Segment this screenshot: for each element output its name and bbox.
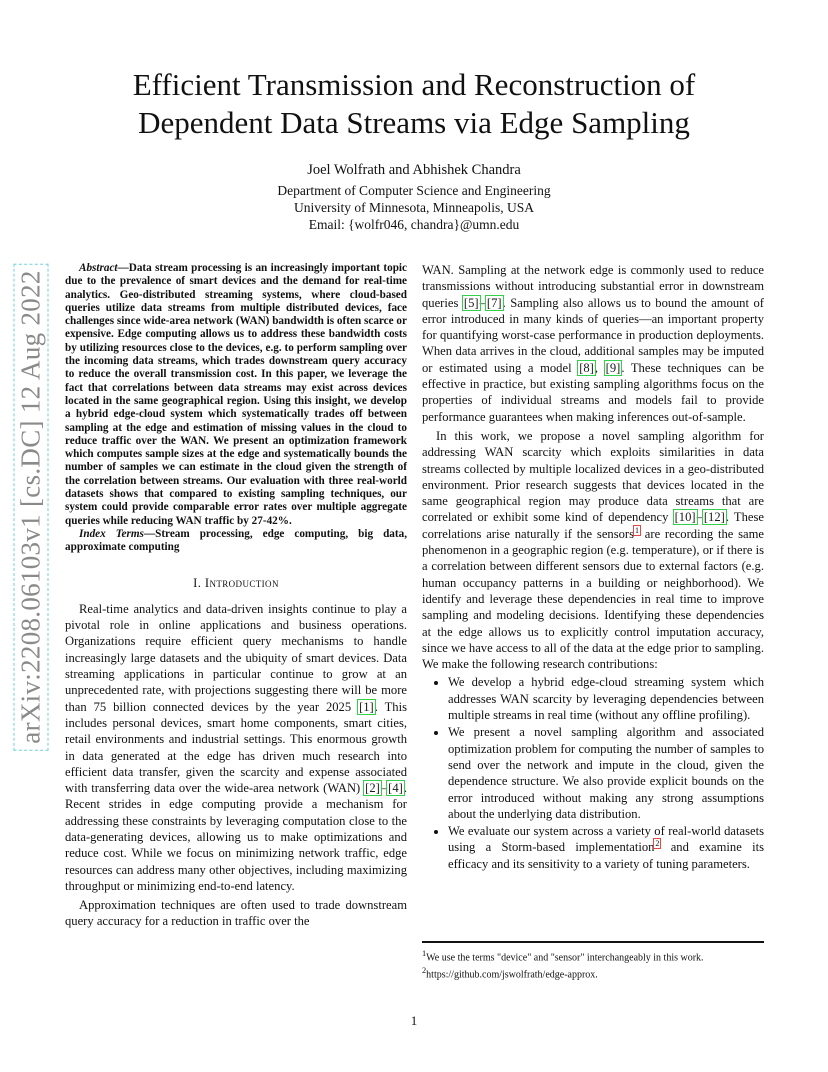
author-block — [120, 162, 708, 233]
bullet-3-text-a: We evaluate our system across a variety of real-world datasets using a Storm-based implementation — [448, 824, 764, 855]
page-number: 1 — [410, 1013, 418, 1028]
author-names: Joel Wolfrath and Abhishek Chandra — [307, 162, 521, 178]
citation-link-4[interactable]: [4] — [388, 781, 403, 796]
citation-dash: – — [479, 295, 486, 310]
footnote-1-text: We use the terms "device" and "sensor" interchangeably in this work. — [426, 952, 704, 964]
footnote-link-2[interactable]: 2 — [655, 839, 660, 849]
section-name: Introduction — [204, 575, 279, 590]
right-text-2a: In this work, we propose a novel sampling algorithm for addressing WAN scarcity which exploits similarities in data streams collected by multiple localized devices in a geo-distributed environment. Prior research suggests that devices located in the same geographical region may produce data streams that are correlated or exhibit some kind of dependency — [422, 428, 764, 525]
citation-link-8[interactable]: [8] — [579, 360, 594, 375]
right-text-1b: . Sampling also allows us to bound the amount of error introduced in many kinds of queries—an important property for quantifying worst-case performance in production deployments. When data arrives in the cloud, additional samples may be imputed or estimated using a model — [422, 295, 764, 375]
right-column — [422, 262, 764, 873]
abstract — [65, 262, 407, 555]
citation-link-1[interactable]: [1] — [359, 699, 374, 714]
bullet-3-text-b: and examine its efficacy and its sensitivity to a variety of tuning parameters. — [448, 840, 764, 871]
right-paragraph-2 — [422, 428, 764, 672]
section-heading-introduction — [65, 575, 407, 591]
citation-dash: – — [380, 781, 388, 796]
citation-link-5[interactable]: [5] — [463, 295, 479, 310]
intro-paragraph-1 — [65, 601, 407, 894]
title-line-1: Efficient Transmission and Reconstruction of — [132, 67, 696, 102]
abstract-label: Abstract — [79, 262, 118, 274]
abstract-text: —Data stream processing is an increasingly important topic due to the prevalence of smart devices and the demand for real-time analytics. Geo-distributed streaming systems, where cloud-based queries utilize data streams from multiple distributed devices, face challenges since wide-area network (WAN) bandwidth is often scarce or expensive. Edge computing allows us to address these bandwidth costs by utilizing resources close to the devices, e.g. to perform sampling over the incoming data streams, which trades downstream query accuracy to reduce the overall transmission cost. In this paper, we leverage the fact that correlations between data streams may exist across devices located in the same geographical region. Using this insight, we develop a hybrid edge-cloud system which systematically trades off between sampling at the edge and estimation of missing values in the cloud to reduce traffic over the WAN. We present an optimization framework which computes sample sizes at the edge and systematically bounds the number of samples we can estimate in the cloud given the strength of the correlation between streams. Our evaluation with three real-world datasets shows that compared to existing sampling techniques, our system could provide comparable error rates over multiple aggregate queries while reducing WAN traffic by 27-42%. — [65, 262, 407, 527]
citation-link-10[interactable]: [10] — [674, 510, 696, 525]
right-text-1a: WAN. Sampling at the network edge is commonly used to reduce transmissions without introducing substantial error in downstream queries — [422, 263, 764, 310]
right-text-2b: . These correlations arise naturally if the sensors — [422, 510, 765, 541]
footnote-2-url[interactable]: https://github.com/jswolfrath/edge-approx. — [426, 969, 598, 981]
section-number: I. — [193, 575, 202, 590]
citation-dash: – — [696, 510, 703, 525]
left-column — [65, 262, 407, 930]
footnote-1 — [422, 947, 764, 964]
title-line-2: Dependent Data Streams via Edge Sampling — [138, 105, 690, 140]
citation-link-12[interactable]: [12] — [703, 510, 725, 525]
footnote-2-number: 2 — [422, 966, 427, 976]
citation-link-2[interactable]: [2] — [365, 781, 380, 796]
contributions-list — [422, 674, 764, 872]
citation-link-7[interactable]: [7] — [486, 295, 502, 310]
author-email: Email: {wolfr046, chandra}@umn.edu — [308, 217, 520, 232]
index-terms-label: Index Terms — [79, 527, 144, 540]
right-text-2c: are recording the same phenomenon in a geographic region (e.g. temperature), or if there is a correlation between different sensors due to external factors (e.g. human occupancy patterns in a building or neighborhood). We identify and leverage these dependencies in real time to improve sampling and modeling decisions. Identifying these dependencies at the edge allows us to explicitly control imputation accuracy, since we have access to all of the data at the edge prior to sampling. We make the following research contributions: — [422, 526, 764, 672]
right-text-1c: . These techniques can be effective in practice, but existing sampling algorithms focus on the properties of individual streams and models fail to provide performance guarantees when making inferences out-of-sample. — [422, 360, 764, 424]
right-paragraph-1 — [422, 262, 764, 425]
author-university: University of Minnesota, Minneapolis, USA — [294, 200, 534, 215]
footnotes — [422, 941, 764, 982]
arxiv-stamp — [14, 252, 48, 762]
citation-comma: , — [594, 360, 605, 375]
paper-title — [80, 66, 748, 142]
intro-text-1b: . This includes personal devices, smart home components, smart cities, retail environments and industrial settings. This enormous growth in data generated at the edge has driven much research into efficient data transfer, given the scarcity and expense associated with transferring data over the wide-area network (WAN) — [65, 699, 407, 796]
footnote-1-number: 1 — [422, 949, 427, 958]
intro-text-1a: Real-time analytics and data-driven insights continue to play a pivotal role in online applications and business operations. Organizations require efficient query mechanisms to handle increasingly large datasets and the ubiquity of smart devices. Data streaming applications in particular continue to grow at an unprecedented rate, with projections suggesting there will be more than 75 billion connected devices by the year 2025 — [65, 601, 407, 714]
list-item: • We present a novel sampling algorithm and associated optimization problem for computing the number of samples to send over the network and impute in the cloud, given the dependence structure. We also provide explicit bounds on the error introduced without making any strong assumptions about the underlying data distribution. — [448, 724, 764, 822]
intro-text-1c: . Recent strides in edge computing provide a mechanism for addressing these constraints by leveraging computation close to the data-generating devices, allowing us to make optimizations and reduce cost. While we focus on minimizing network traffic, edge resources can address many other objectives, including maximizing throughput or minimizing end-to-end latency. — [65, 781, 407, 893]
author-department: Department of Computer Science and Engineering — [277, 183, 551, 198]
list-item: • We develop a hybrid edge-cloud streaming system which addresses WAN scarcity by leveraging dependencies between multiple streams in real time (without any offline profiling). — [448, 674, 764, 723]
index-terms-text: —Stream processing, edge computing, big data, approximate computing — [65, 527, 407, 554]
arxiv-stamp-text[interactable]: arXiv:2208.06103v1 [cs.DC] 12 Aug 2022 — [14, 263, 49, 750]
footnote-link-1[interactable]: 1 — [635, 525, 640, 535]
citation-link-9[interactable]: [9] — [605, 360, 621, 375]
list-item — [448, 823, 764, 872]
intro-paragraph-2: Approximation techniques are often used to trade downstream query accuracy for a reduction in traffic over the — [65, 898, 407, 929]
footnote-2 — [422, 964, 764, 981]
